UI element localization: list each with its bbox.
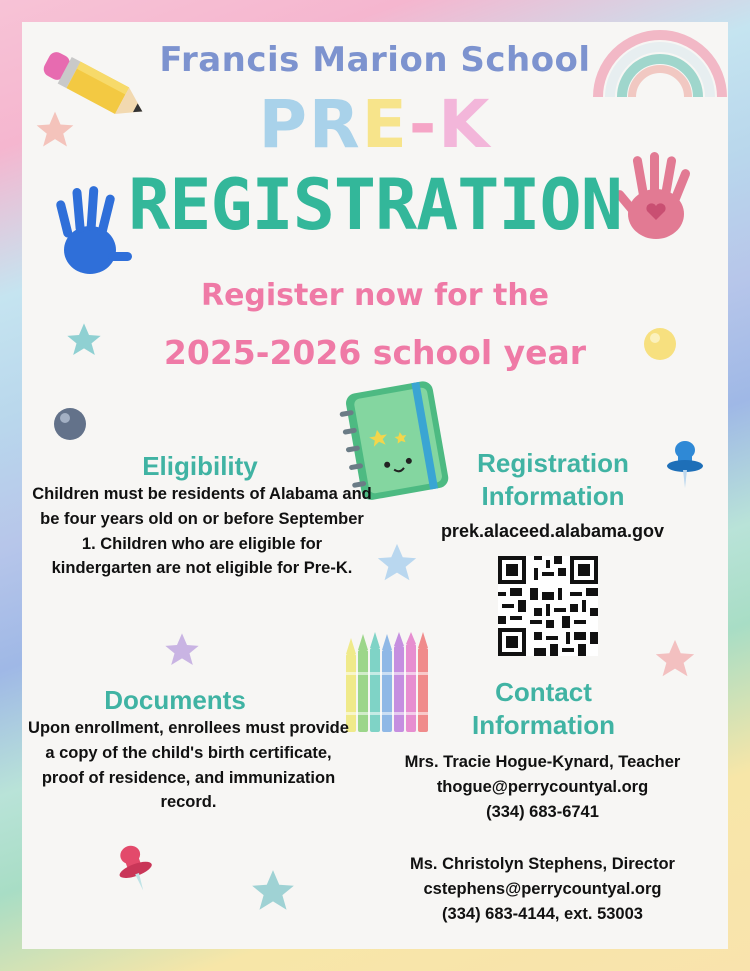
director-phone[interactable]: (334) 683-4144, ext. 53003: [442, 904, 643, 923]
star-icon: [652, 636, 698, 682]
school-name: Francis Marion School: [159, 40, 591, 80]
red-pushpin-icon: [112, 842, 158, 894]
program-title-part1: PR: [258, 86, 362, 163]
registration-info-heading: [448, 447, 658, 514]
blue-pushpin-icon: [664, 438, 706, 490]
teacher-phone[interactable]: (334) 683-6741: [486, 802, 599, 821]
program-title: [0, 86, 750, 163]
documents-body: Upon enrollment, enrollees must provide a copy of the child's birth certificate, proof of residence, and immunization record.: [28, 719, 349, 812]
registration-info-heading-line2: Information: [481, 481, 625, 512]
contact-heading-line1: Contact: [495, 677, 592, 707]
registration-url[interactable]: prek.alaceed.alabama.gov: [440, 521, 665, 541]
tagline-line2: 2025-2026 school year: [163, 333, 587, 372]
tagline-line1: Register now for the: [200, 278, 550, 313]
program-title-part3: K: [438, 86, 492, 163]
star-icon: [248, 866, 298, 916]
star-icon: [162, 630, 202, 670]
registration-info-heading-line1: Registration: [477, 448, 629, 478]
director-name: Ms. Christolyn Stephens, Director: [410, 855, 675, 873]
qr-code: [498, 556, 598, 656]
documents-heading: Documents: [104, 685, 246, 715]
program-title-part2: E: [361, 86, 409, 163]
gray-ball-icon: [52, 406, 88, 442]
teacher-name: Mrs. Tracie Hogue-Kynard, Teacher: [404, 753, 681, 771]
contact-heading: [436, 676, 651, 743]
teacher-contact: [370, 750, 715, 824]
registration-title: REGISTRATION: [128, 164, 622, 246]
crayons-icon: [340, 632, 440, 737]
eligibility-heading: Eligibility: [142, 451, 258, 481]
eligibility-body: Children must be residents of Alabama and be four years old on or before September 1. Children who are eligible for kindergarten are not eligible for Pre-K.: [32, 485, 372, 578]
director-email[interactable]: cstephens@perrycountyal.org: [423, 879, 662, 898]
program-title-dash: -: [408, 86, 439, 163]
teacher-email[interactable]: thogue@perrycountyal.org: [436, 777, 649, 796]
director-contact: [370, 852, 715, 926]
contact-heading-line2: Information: [472, 710, 615, 741]
star-icon: [374, 538, 420, 588]
